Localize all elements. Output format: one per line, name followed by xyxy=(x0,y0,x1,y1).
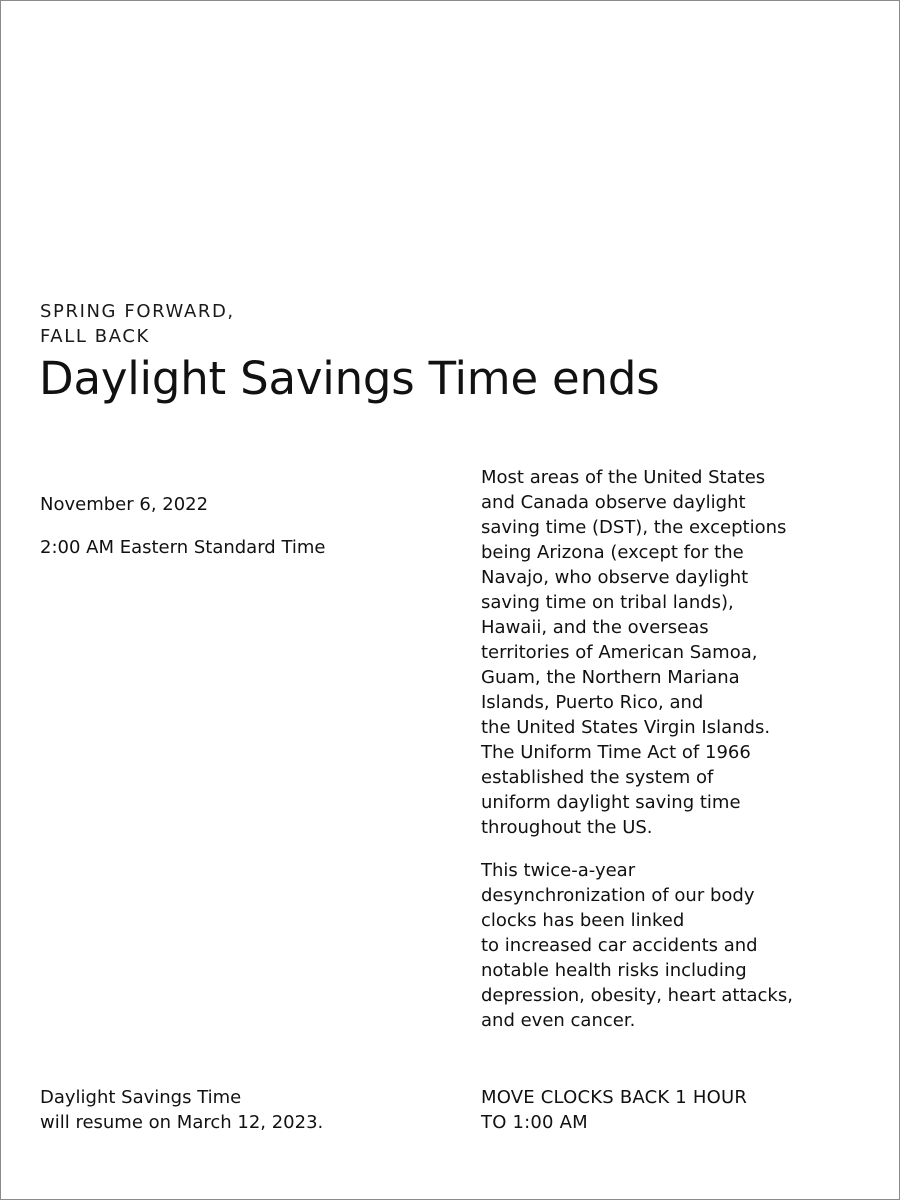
event-details xyxy=(40,492,440,578)
text-line: throughout the US. xyxy=(481,817,653,838)
body-copy xyxy=(481,465,811,1051)
text-line: Guam, the Northern Mariana xyxy=(481,667,740,688)
text-line: saving time (DST), the exceptions xyxy=(481,517,787,538)
clock-instruction xyxy=(481,1085,861,1135)
text-line: Islands, Puerto Rico, and xyxy=(481,692,704,713)
text-line: uniform daylight saving time xyxy=(481,792,741,813)
event-time: 2:00 AM Eastern Standard Time xyxy=(40,537,326,558)
text-line: territories of American Samoa, xyxy=(481,642,758,663)
eyebrow-line: SPRING FORWARD, xyxy=(40,301,235,322)
text-line: saving time on tribal lands), xyxy=(481,592,734,613)
text-line: clocks has been linked xyxy=(481,910,685,931)
text-line: the United States Virgin Islands. xyxy=(481,717,771,738)
instruction-line: MOVE CLOCKS BACK 1 HOUR xyxy=(481,1087,748,1108)
eyebrow-line: FALL BACK xyxy=(40,326,150,347)
text-line: to increased car accidents and xyxy=(481,935,758,956)
text-line: being Arizona (except for the xyxy=(481,542,744,563)
body-paragraph-2 xyxy=(481,858,811,1033)
event-date: November 6, 2022 xyxy=(40,494,209,515)
eyebrow-text xyxy=(40,299,235,349)
text-line: Navajo, who observe daylight xyxy=(481,567,749,588)
text-line: and Canada observe daylight xyxy=(481,492,746,513)
text-line: depression, obesity, heart attacks, xyxy=(481,985,793,1006)
resume-line: Daylight Savings Time xyxy=(40,1087,242,1108)
text-line: established the system of xyxy=(481,767,714,788)
body-paragraph-1 xyxy=(481,465,811,840)
instruction-line: TO 1:00 AM xyxy=(481,1112,588,1133)
text-line: notable health risks including xyxy=(481,960,747,981)
text-line: Hawaii, and the overseas xyxy=(481,617,709,638)
page-title: Daylight Savings Time ends xyxy=(39,352,660,405)
text-line: The Uniform Time Act of 1966 xyxy=(481,742,751,763)
text-line: This twice-a-year xyxy=(481,860,636,881)
text-line: and even cancer. xyxy=(481,1010,636,1031)
resume-note xyxy=(40,1085,440,1135)
text-line: desynchronization of our body xyxy=(481,885,755,906)
resume-line: will resume on March 12, 2023. xyxy=(40,1112,324,1133)
text-line: Most areas of the United States xyxy=(481,467,766,488)
